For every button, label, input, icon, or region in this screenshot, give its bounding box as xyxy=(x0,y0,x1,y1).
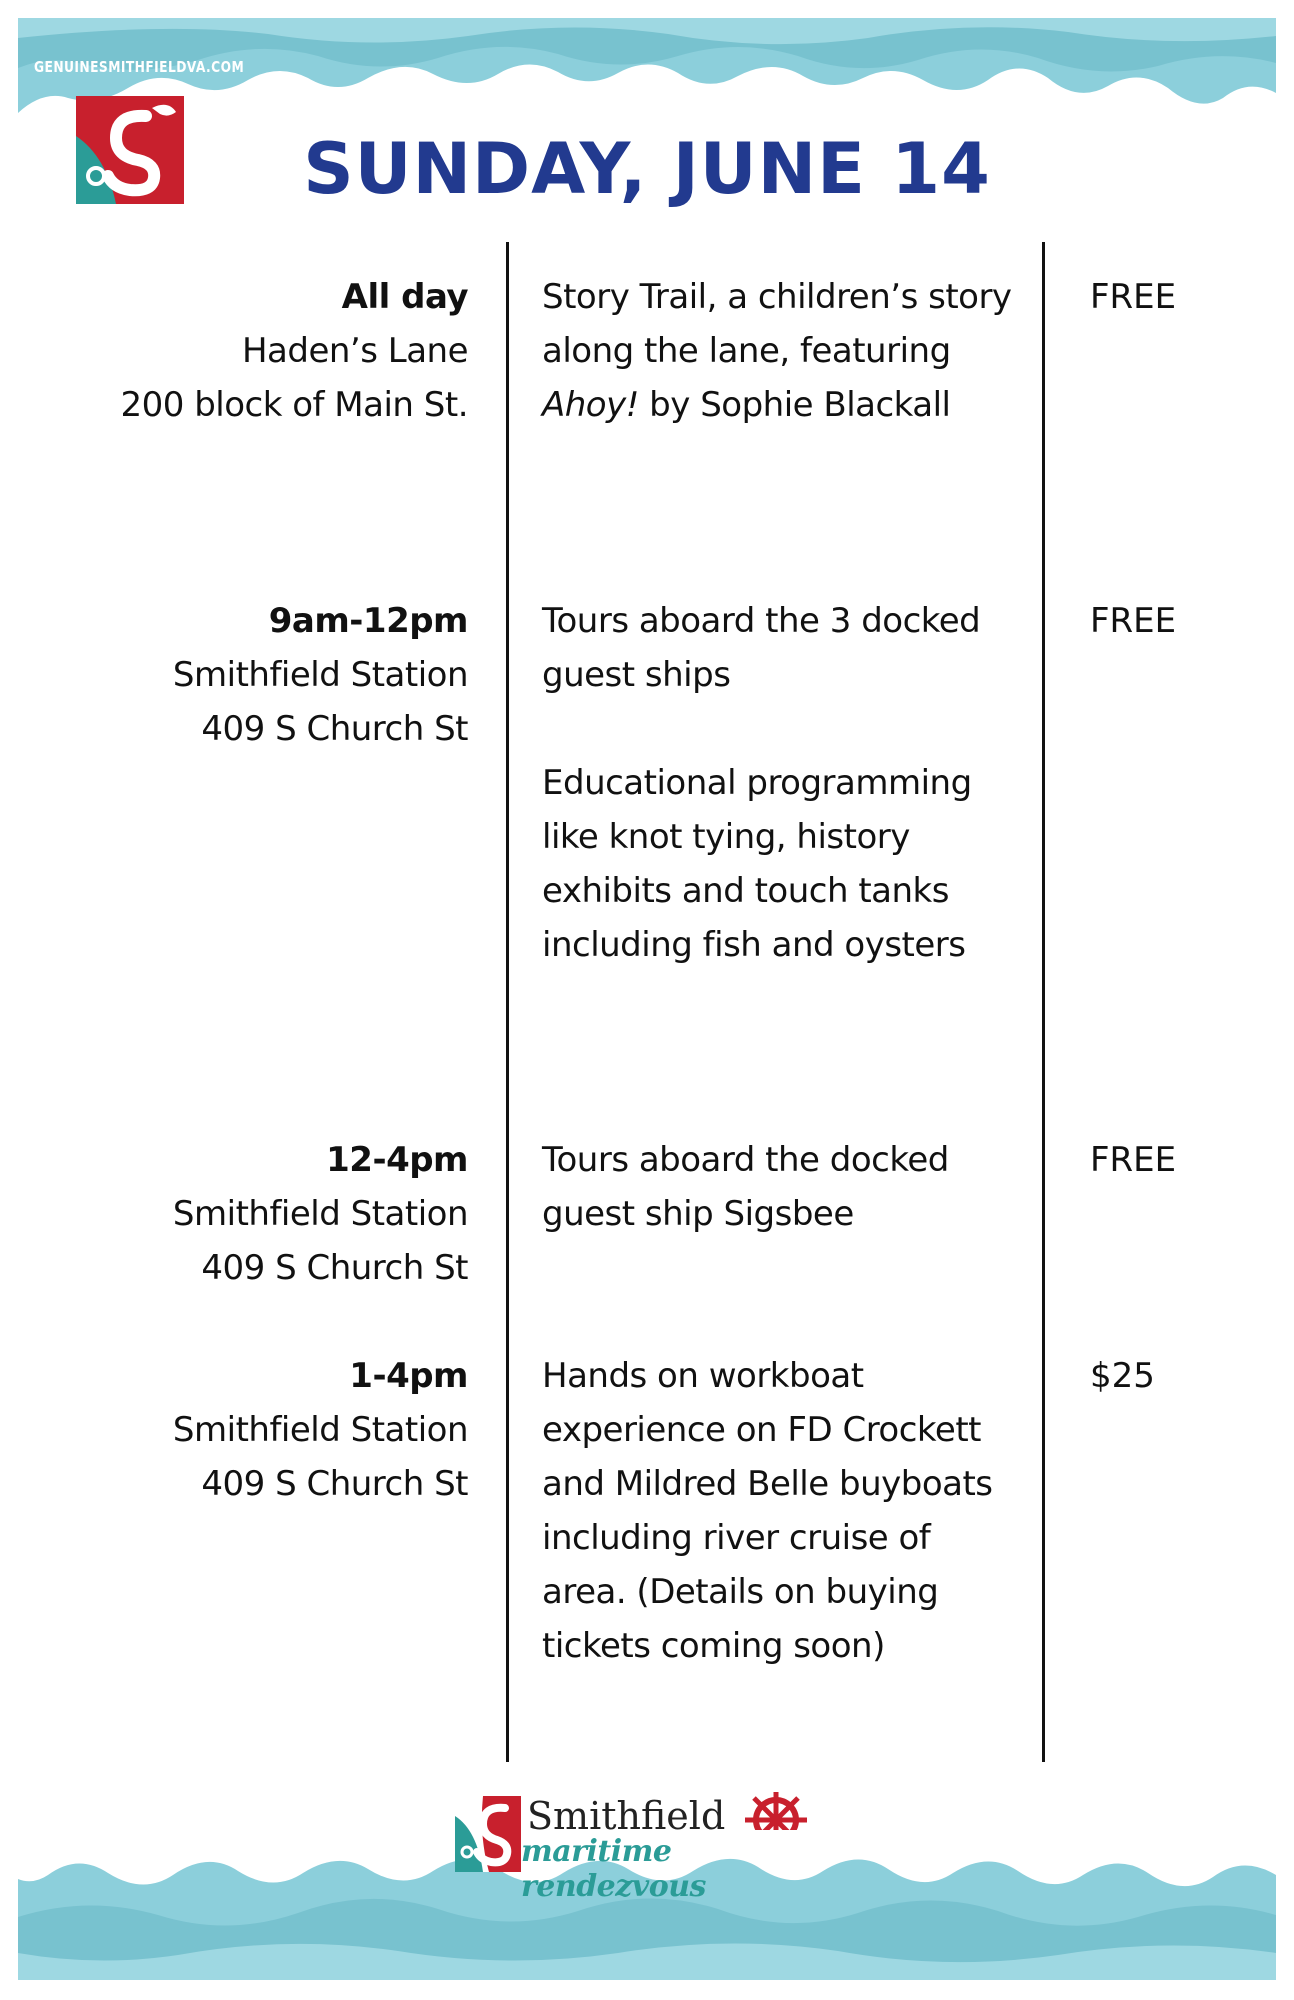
description-text: by Sophie Blackall xyxy=(638,385,951,425)
event-where xyxy=(60,594,468,756)
smithfield-s-mark xyxy=(455,1796,521,1872)
description-text: Story Trail, a children’s story along the lane, featuring xyxy=(542,277,1012,371)
event-where xyxy=(60,1349,468,1511)
event-description-text: Hands on workboat experience on FD Crockett and Mildred Belle buyboats including river cruise of area. (Details on buying tickets coming soon) xyxy=(542,1356,993,1666)
brand-name: Smithfield xyxy=(527,1794,726,1838)
event-description xyxy=(542,594,1012,972)
ship-wheel-icon xyxy=(737,1788,815,1848)
event-time: 12-4pm xyxy=(326,1140,468,1180)
event-price: FREE xyxy=(1090,1140,1177,1180)
event-description-text: Educational programming like knot tying, history exhibits and touch tanks including fish and oysters xyxy=(542,763,972,965)
event-price: FREE xyxy=(1090,277,1177,317)
event-location-line: 409 S Church St xyxy=(201,1464,468,1504)
event-description-text: Tours aboard the docked guest ship Sigsbee xyxy=(542,1140,949,1234)
event-location-line: Smithfield Station xyxy=(172,1194,468,1234)
event-description xyxy=(542,270,1012,432)
event-location-line: 200 block of Main St. xyxy=(120,385,468,425)
event-description-text xyxy=(542,270,1012,432)
event-location-line: 409 S Church St xyxy=(201,1248,468,1288)
event-price: $25 xyxy=(1090,1356,1155,1396)
column-divider-left xyxy=(506,242,509,1762)
event-price: FREE xyxy=(1090,601,1177,641)
event-location-line: Smithfield Station xyxy=(172,655,468,695)
event-description xyxy=(542,1133,1012,1241)
maritime-rendezvous-logo xyxy=(455,1794,840,1904)
column-divider-right xyxy=(1042,242,1045,1762)
event-where xyxy=(60,1133,468,1295)
event-time: 9am-12pm xyxy=(268,601,468,641)
page-title: SUNDAY, JUNE 14 xyxy=(303,128,991,210)
event-location-line: Haden’s Lane xyxy=(241,331,468,371)
event-location-line: 409 S Church St xyxy=(201,709,468,749)
brand-tagline: maritime rendezvous xyxy=(521,1834,706,1904)
book-title: Ahoy! xyxy=(542,385,639,425)
event-description xyxy=(542,1349,1012,1673)
event-location-line: Smithfield Station xyxy=(172,1410,468,1450)
event-time: 1-4pm xyxy=(349,1356,468,1396)
event-where xyxy=(60,270,468,432)
site-url: GENUINESMITHFIELDVA.COM xyxy=(34,58,245,76)
event-time: All day xyxy=(341,277,468,317)
event-description-text: Tours aboard the 3 docked guest ships xyxy=(542,601,981,695)
